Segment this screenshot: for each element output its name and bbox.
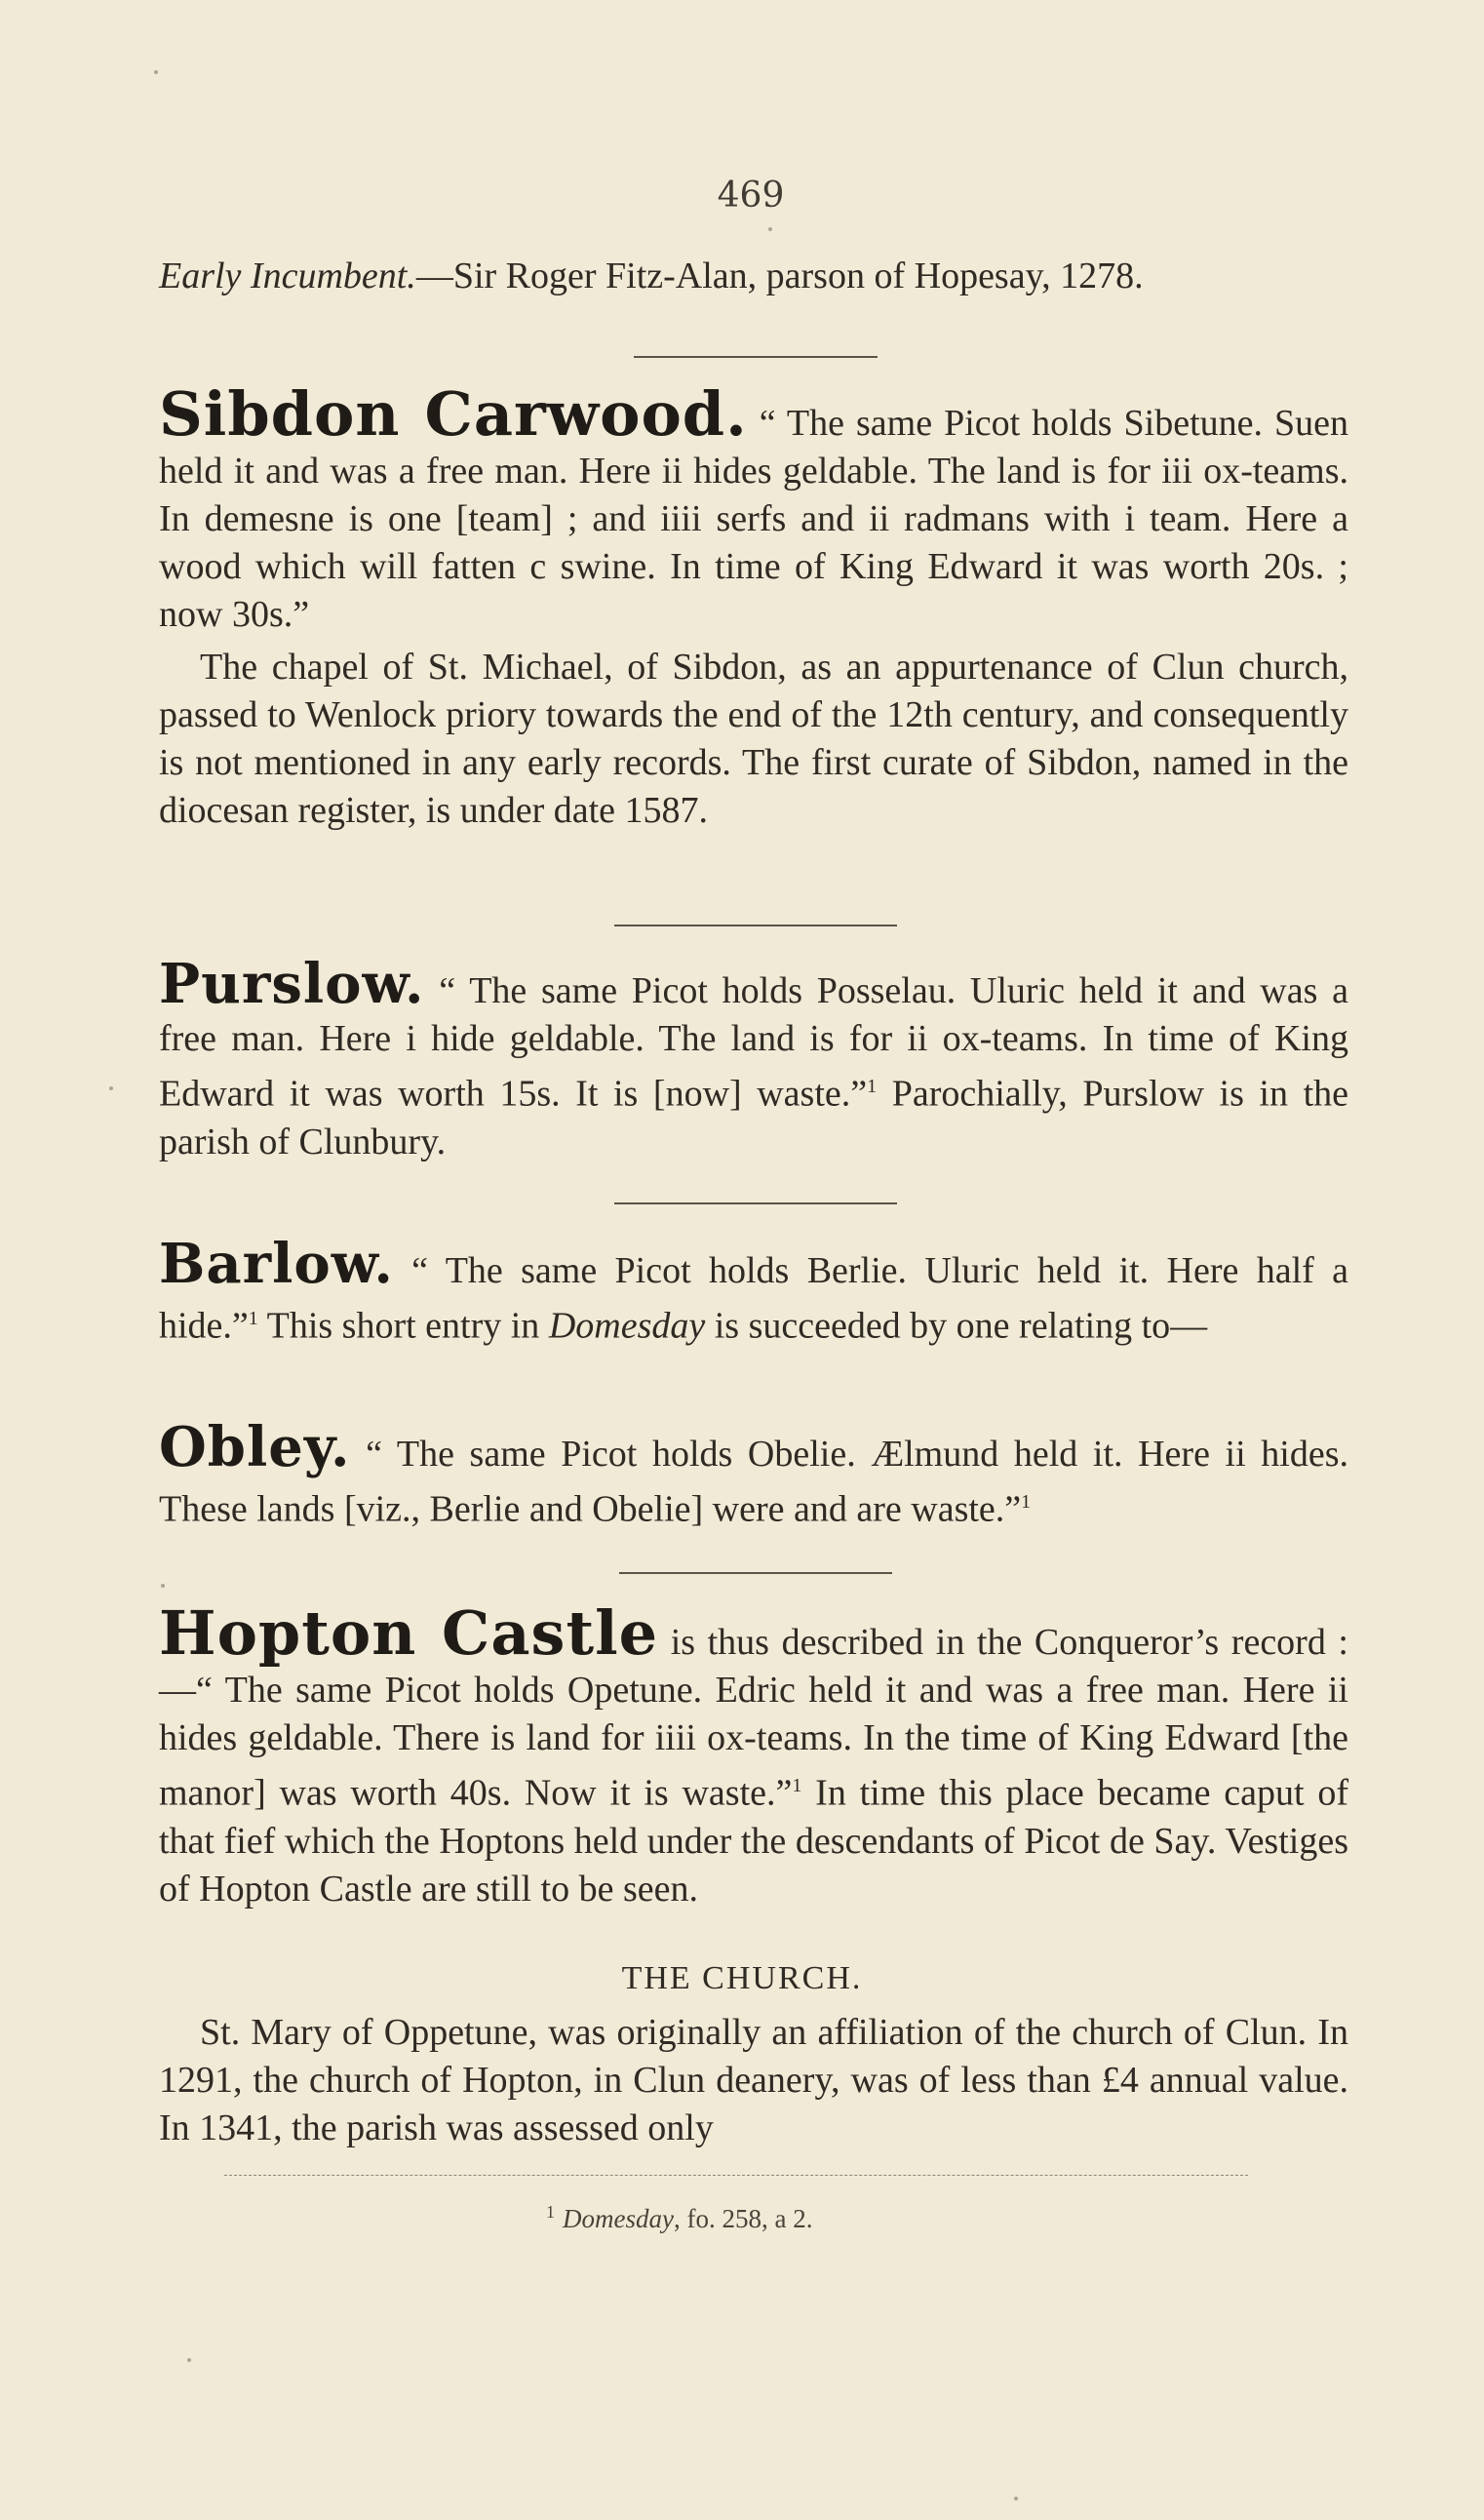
purslow-text-after: Parochially, Purslow is in the parish of Clunbury. — [159, 1073, 1348, 1162]
paper-speck — [1014, 2497, 1018, 2500]
footnote-text: , fo. 258, a 2. — [673, 2204, 813, 2233]
hopton-paragraph — [159, 1597, 1348, 1913]
footnote-marker: 1 — [1021, 1491, 1032, 1513]
paper-speck — [161, 1584, 165, 1588]
obley-paragraph — [159, 1415, 1348, 1534]
section-divider — [614, 1202, 897, 1204]
sibdon-heading: Sibdon Carwood. — [159, 378, 748, 450]
domesday-title: Domesday — [548, 1305, 706, 1347]
early-incumbent-label: Early Incumbent. — [159, 256, 416, 296]
section-divider — [619, 1572, 892, 1574]
page-number: 469 — [717, 176, 785, 216]
barlow-paragraph — [159, 1232, 1348, 1351]
sibdon-paragraph-2 — [159, 644, 1348, 835]
footnote-number: 1 — [546, 2202, 555, 2222]
sibdon-text-1: “ The same Picot holds Sibetune. Suen held it and was a free man. Here ii hides geldable. The land is for iii ox-teams. In demesne is one [team] ; and iiii serfs and ii radmans with i team. Here a wood which will fatten c swine. In time of King Edward it was worth 20s. ; now 30s.” — [159, 403, 1349, 635]
obley-heading: Obley. — [159, 1415, 351, 1479]
footnote — [546, 2202, 956, 2234]
early-incumbent-paragraph — [159, 253, 1348, 300]
footnote-divider — [224, 2175, 1248, 2176]
paper-speck — [154, 70, 158, 74]
footnote-marker: 1 — [792, 1775, 802, 1796]
footnote-title: Domesday — [563, 2204, 674, 2233]
purslow-heading: Purslow. — [159, 952, 425, 1016]
barlow-heading: Barlow. — [159, 1232, 394, 1296]
paper-speck — [768, 227, 772, 231]
church-heading: THE CHURCH. — [621, 1960, 863, 1996]
purslow-text: “ The same Picot holds Posselau. Uluric held it and was a free man. Here i hide geldable. The land is for ii ox-teams. In time of King Edward it was worth 15s. It is [now] waste.” — [159, 970, 1348, 1115]
hopton-text: is thus described in the Conqueror’s record :—“ The same Picot holds Opetune. Edric held it and was a free man. Here ii hides geldable. There is land for iiii ox-teams. In the time of King Edward [the manor] was worth 40s. Now it is waste.” — [159, 1622, 1348, 1814]
footnote-marker: 1 — [248, 1308, 258, 1329]
purslow-paragraph — [159, 952, 1348, 1166]
church-text: St. Mary of Oppetune, was originally an affiliation of the church of Clun. In 1291, the church of Hopton, in Clun deanery, was of less than £4 annual value. In 1341, the parish was assessed only — [159, 2012, 1348, 2148]
barlow-text-middle: This short entry in — [257, 1305, 549, 1347]
sibdon-paragraph-1 — [159, 378, 1349, 639]
hopton-text-after: In time this place became caput of that fief which the Hoptons held under the descendants of Picot de Say. Vestiges of Hopton Castle are still to be seen. — [159, 1772, 1348, 1910]
hopton-heading: Hopton Castle — [159, 1597, 659, 1669]
paper-speck — [109, 1086, 113, 1090]
footnote-marker: 1 — [867, 1076, 878, 1097]
paper-speck — [187, 2358, 191, 2362]
barlow-text-after: is succeeded by one relating to— — [705, 1305, 1208, 1347]
early-incumbent-text: —Sir Roger Fitz-Alan, parson of Hopesay, 1278. — [415, 256, 1144, 296]
sibdon-text-2: The chapel of St. Michael, of Sibdon, as an appurtenance of Clun church, passed to Wenlock priory towards the end of the 12th century, and consequently is not mentioned in any early records. The first curate of Sibdon, named in the diocesan register, is under date 1587. — [159, 647, 1348, 831]
obley-text: “ The same Picot holds Obelie. Ælmund held it. Here ii hides. These lands [viz., Berlie and Obelie] were and are waste.” — [159, 1434, 1348, 1530]
barlow-text: “ The same Picot holds Berlie. Uluric held it. Here half a hide.” — [159, 1250, 1348, 1347]
section-divider — [634, 356, 878, 358]
section-divider — [614, 925, 897, 926]
church-paragraph — [159, 2009, 1348, 2152]
